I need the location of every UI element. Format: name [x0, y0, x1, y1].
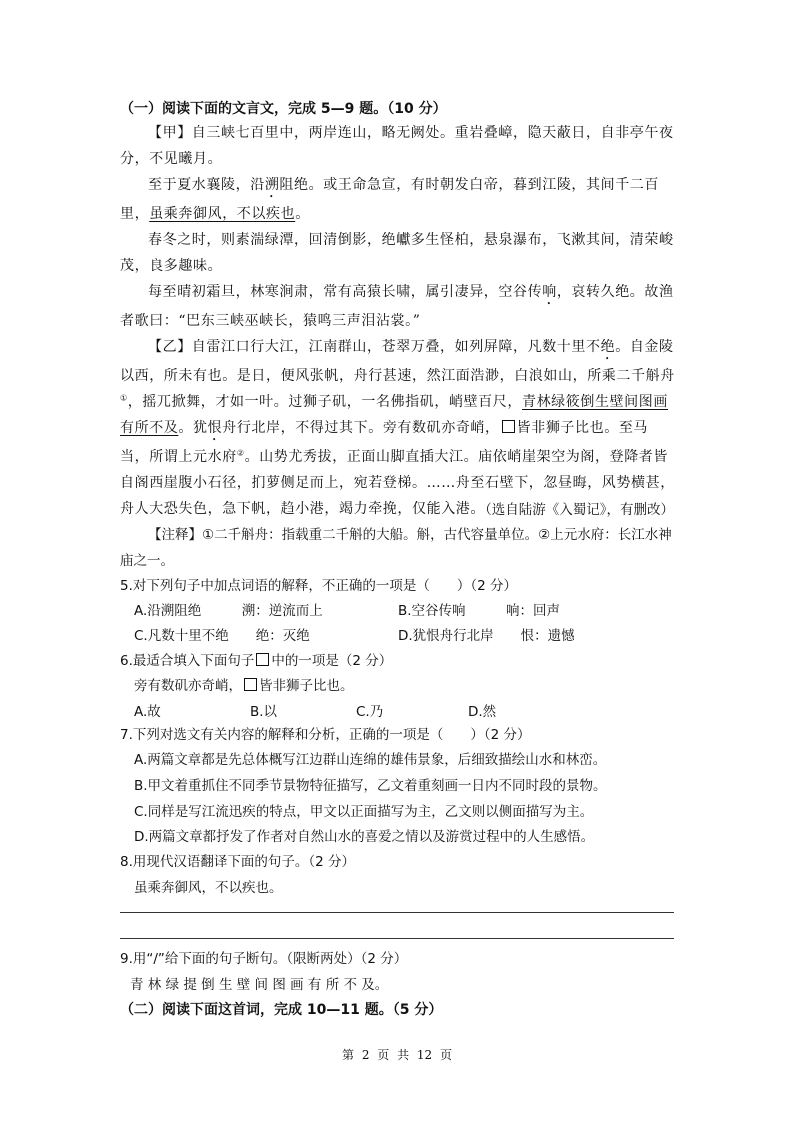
footnote-marker-1: ①: [120, 393, 128, 403]
q5-option-a[interactable]: A.沿溯阻绝 溯：逆流而上: [134, 603, 323, 619]
jia-paragraph-2: [120, 172, 676, 227]
q5-option-d[interactable]: D.犹恨舟行北岸 恨：遗憾: [398, 628, 575, 644]
blank-box: [256, 653, 269, 666]
q6-option-d[interactable]: D.然: [468, 704, 497, 720]
jia-paragraph-1: 【甲】自三峡七百里中，两岸连山，略无阙处。重岩叠嶂，隐天蔽日，自非亭午夜分，不见曦月。: [120, 125, 674, 167]
annotation-note: 【注释】①二千斛舟：指载重二千斛的大船。斛，古代容量单位。②上元水府：长江水神庙之一。: [120, 527, 672, 569]
text-run: 中的一项是（2 分）: [271, 653, 393, 669]
dotted-word-xiang: 响: [542, 284, 557, 300]
question-5-stem: 5.对下列句子中加点词语的解释，不正确的一项是（ ）（2 分）: [120, 578, 518, 594]
text-run: 至于夏水襄陵，沿: [148, 177, 265, 193]
text-run: 。犹: [178, 420, 208, 436]
underlined-sentence-2: 青林绿筱倒生壁间图画有所不及: [120, 394, 668, 436]
question-6-sentence: [134, 674, 354, 694]
q6-option-a[interactable]: A.故: [134, 704, 161, 720]
q5-option-c[interactable]: C.凡数十里不绝 绝：灭绝: [134, 628, 310, 644]
jia-paragraph-3: 春冬之时，则素湍绿潭，回清倒影，绝巘多生怪柏，悬泉瀑布，飞漱其间，清荣峻茂，良多趣味。: [120, 232, 674, 274]
underlined-sentence: 虽乘奔御风，不以疾也: [149, 206, 296, 222]
q7-option-b[interactable]: B.甲文着重抓住不同季节景物特征描写，乙文着重刻画一日内不同时段的景物。: [134, 778, 607, 794]
q6-option-c[interactable]: C.乃: [356, 704, 384, 720]
blank-box: [244, 678, 257, 691]
text-run: 皆非狮子比也。: [259, 678, 354, 694]
text-run: ，哀转久绝。故渔者歌曰：“巴东三峡巫峡长，猿鸣三声泪沾裳。”: [120, 284, 674, 329]
q7-option-a[interactable]: A.两篇文章都是先总体概写江边群山连绵的雄伟景象，后细致描绘山水和林峦。: [134, 752, 607, 768]
section-2-title: （二）阅读下面这首词，完成 10—11 题。（5 分）: [120, 1002, 443, 1018]
q7-option-d[interactable]: D.两篇文章都抒发了作者对自然山水的喜爱之情以及游赏过程中的人生感悟。: [134, 829, 595, 845]
question-6-stem: [120, 649, 392, 669]
dotted-word-jue: 绝: [600, 339, 616, 355]
dotted-word-su: 溯: [264, 177, 280, 193]
q6-option-b[interactable]: B.以: [250, 704, 278, 720]
section-1-title: （一）阅读下面的文言文，完成 5—9 题。（10 分）: [120, 101, 447, 117]
source-citation: （选自陆游《入蜀记》，有删改）: [478, 502, 674, 518]
dotted-word-hen: 恨: [207, 420, 223, 436]
text-run: 。: [295, 206, 310, 222]
blank-box: [502, 420, 515, 433]
text-run: 【乙】自雷江口行大江，江南群山，苍翠万叠，如列屏障，凡数十里不: [148, 339, 601, 355]
question-8-stem: 8.用现代汉语翻译下面的句子。（2 分）: [120, 854, 356, 870]
jia-paragraph-4: [120, 279, 676, 334]
text-run: 舟行北岸，不得过其下。旁有数矶亦奇峭，: [222, 420, 500, 436]
answer-line-1[interactable]: [120, 912, 674, 913]
question-8-sentence: 虽乘奔御风，不以疾也。: [134, 880, 283, 896]
yi-paragraph: [120, 334, 676, 522]
text-run: ，摇兀掀舞，才如一叶。过狮子矶，一名佛指矶，峭壁百尺，: [127, 394, 522, 410]
q7-option-c[interactable]: C.同样是写江流迅疾的特点，甲文以正面描写为主，乙文则以侧面描写为主。: [134, 804, 594, 820]
answer-line-2[interactable]: [120, 938, 674, 939]
question-9-sentence: 青 林 绿 提 倒 生 壁 间 图 画 有 所 不 及。: [130, 977, 389, 993]
text-run: 旁有数矶亦奇峭，: [134, 678, 242, 694]
text-run: 6.最适合填入下面句子: [120, 653, 255, 669]
text-run: 皆非狮子比也。至马当，所谓上元水府: [120, 420, 649, 465]
footnote-marker-2: ②: [236, 448, 245, 458]
text-run: 每至晴初霜旦，林寒涧肃，常有高猿长啸，属引凄异，空谷传: [148, 284, 543, 300]
page-footer: 第 2 页 共 12 页: [342, 1048, 452, 1062]
q5-option-b[interactable]: B.空谷传响 响：回声: [398, 603, 561, 619]
text-run: 阻绝。或王命急宣，有时朝发白帝，暮到江陵，其间千二百里，: [120, 177, 660, 222]
text-run: 。山势尤秀拔，正面山脚直插大江。庙依峭崖架空为阁，登降者皆自阁西崖腹小石径，扪萝侧足而上，宛若登梯。……舟至石壁下，忽昼晦，风势横甚，舟人大恐失色，急下帆，趋小港，竭力牵挽，仅能入港。: [120, 449, 675, 517]
passage-jia: [120, 120, 676, 522]
text-run: 。自金陵以西，所未有也。是日，便风张帆，舟行甚速，然江面浩渺，白浪如山，所乘二千斛舟: [120, 339, 675, 384]
question-7-stem: 7.下列对选文有关内容的解释和分析，正确的一项是（ ）（2 分）: [120, 727, 531, 743]
question-9-stem: 9.用“/”给下面的句子断句。（限断两处）（2 分）: [120, 951, 408, 967]
